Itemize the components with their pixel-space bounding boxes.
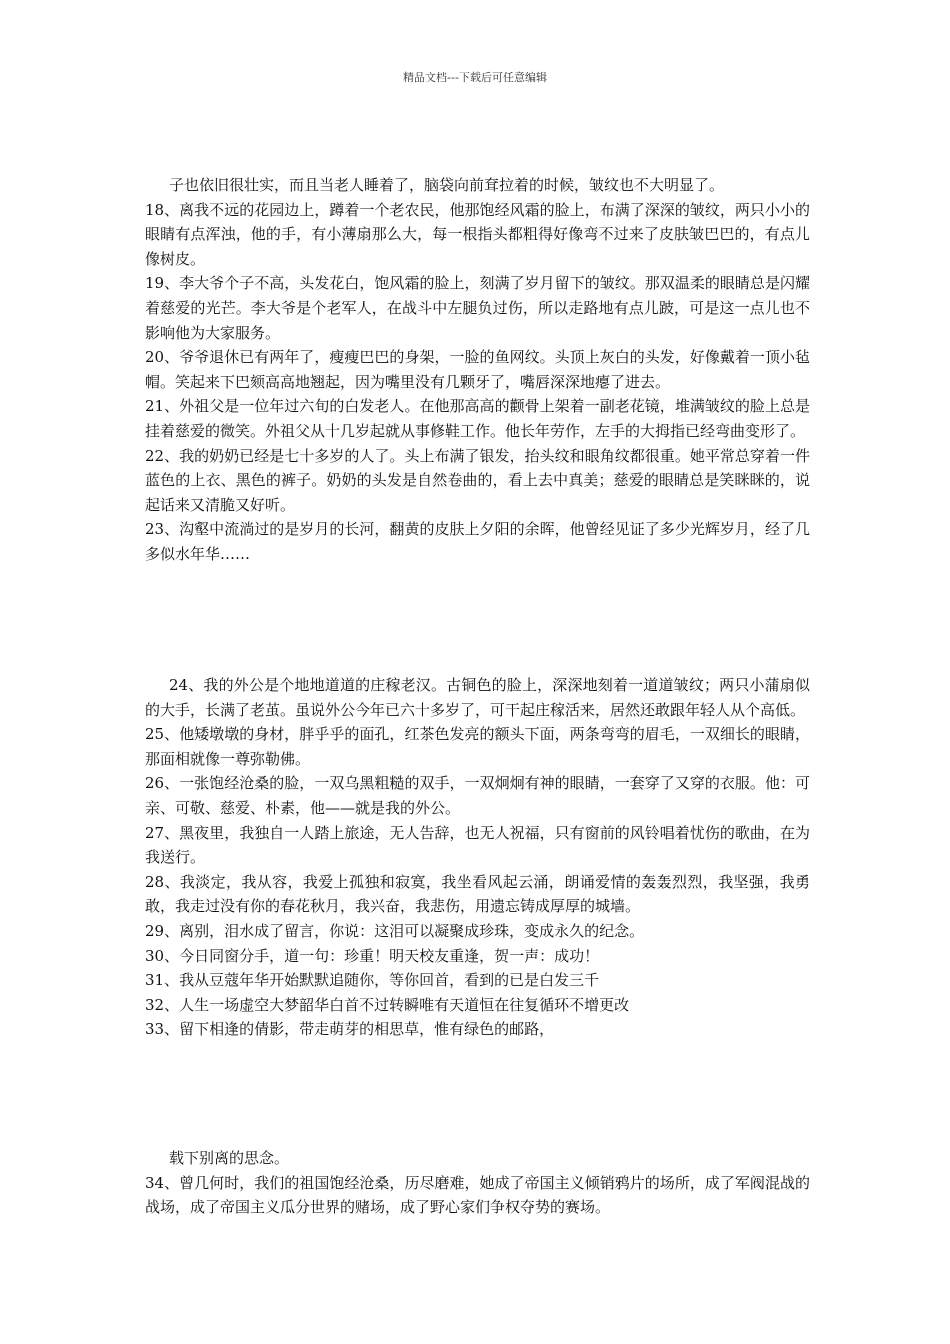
paragraph-32: 32、人生一场虚空大梦韶华白首不过转瞬唯有天道恒在往复循环不增更改 <box>145 995 630 1014</box>
paragraph-continuation-2: 载下别离的思念。 <box>169 1149 290 1167</box>
paragraph-20: 20、爷爷退休已有两年了，瘦瘦巴巴的身架，一脸的鱼网纹。头顶上灰白的头发，好像戴着一顶小毡帽。笑起来下巴颏高高地翘起，因为嘴里没有几颗牙了，嘴唇深深地瘪了进去。 <box>145 348 810 391</box>
paragraph-21: 21、外祖父是一位年过六旬的白发老人。在他那高高的颧骨上架着一副老花镜，堆满皱纹的脸上总是挂着慈爱的微笑。外祖父从十几岁起就从事修鞋工作。他长年劳作，左手的大拇指已经弯曲变形了。 <box>145 397 810 440</box>
paragraph-24: 24、我的外公是个地地道道的庄稼老汉。古铜色的脸上，深深地刻着一道道皱纹；两只小蒲扇似的大手，长满了老茧。虽说外公今年已六十多岁了，可干起庄稼活来，居然还敢跟年轻人从个高低。 <box>145 676 810 719</box>
text-block-1 <box>145 173 810 567</box>
paragraph-continuation: 子也依旧很壮实，而且当老人睡着了，脑袋向前耷拉着的时候，皱纹也不大明显了。 <box>169 176 725 194</box>
text-block-2 <box>145 673 810 1042</box>
paragraph-31: 31、我从豆蔻年华开始默默追随你，等你回首，看到的已是白发三千 <box>145 971 600 990</box>
text-block-3 <box>145 1146 810 1220</box>
paragraph-19: 19、李大爷个子不高，头发花白，饱风霜的脸上，刻满了岁月留下的皱纹。那双温柔的眼睛总是闪耀着慈爱的光芒。李大爷是个老军人，在战斗中左腿负过伤，所以走路地有点儿跛，可是这一点儿也不影响他为大家服务。 <box>145 274 810 342</box>
paragraph-28: 28、我淡定，我从容，我爱上孤独和寂寞，我坐看风起云涌，朗诵爱情的轰轰烈烈，我坚强，我勇敢，我走过没有你的春花秋月，我兴奋，我悲伤，用遗忘铸成厚厚的城墙。 <box>145 872 810 916</box>
paragraph-23: 23、沟壑中流淌过的是岁月的长河，翻黄的皮肤上夕阳的余晖，他曾经见证了多少光辉岁月，经了几多似水年华…… <box>145 520 810 563</box>
paragraph-34: 34、曾几何时，我们的祖国饱经沧桑，历尽磨难，她成了帝国主义倾销鸦片的场所，成了军阀混战的战场，成了帝国主义瓜分世界的赌场，成了野心家们争权夺势的赛场。 <box>145 1173 810 1217</box>
paragraph-25: 25、他矮墩墩的身材，胖乎乎的面孔，红茶色发亮的额头下面，两条弯弯的眉毛，一双细长的眼睛，那面相就像一尊弥勒佛。 <box>145 725 810 768</box>
paragraph-26: 26、一张饱经沧桑的脸，一双乌黑粗糙的双手，一双炯炯有神的眼睛，一套穿了又穿的衣服。他：可亲、可敬、慈爱、朴素，他——就是我的外公。 <box>145 774 810 817</box>
paragraph-29: 29、离别，泪水成了留言，你说：这泪可以凝聚成珍珠，变成永久的纪念。 <box>145 921 645 940</box>
paragraph-33: 33、留下相逢的倩影，带走萌芽的相思草，惟有绿色的邮路， <box>145 1020 555 1039</box>
page-header: 精品文档---下载后可任意编辑 <box>403 71 547 84</box>
paragraph-18: 18、离我不远的花园边上，蹲着一个老农民，他那饱经风霜的脸上，布满了深深的皱纹，两只小小的眼睛有点浑浊，他的手，有小薄扇那么大，每一根指头都粗得好像弯不过来了皮肤皱巴巴的，有点儿像树皮。 <box>145 200 810 268</box>
paragraph-30: 30、今日同窗分手，道一句：珍重！明天校友重逢，贺一声：成功！ <box>145 946 600 965</box>
paragraph-22: 22、我的奶奶已经是七十多岁的人了。头上布满了银发，抬头纹和眼角纹都很重。她平常总穿着一件蓝色的上衣、黑色的裤子。奶奶的头发是自然卷曲的，看上去中真美；慈爱的眼睛总是笑眯眯的，说起话来又清脆又好听。 <box>145 446 810 514</box>
paragraph-27: 27、黑夜里，我独自一人踏上旅途，无人告辞，也无人祝福，只有窗前的风铃唱着忧伤的歌曲，在为我送行。 <box>145 823 810 867</box>
